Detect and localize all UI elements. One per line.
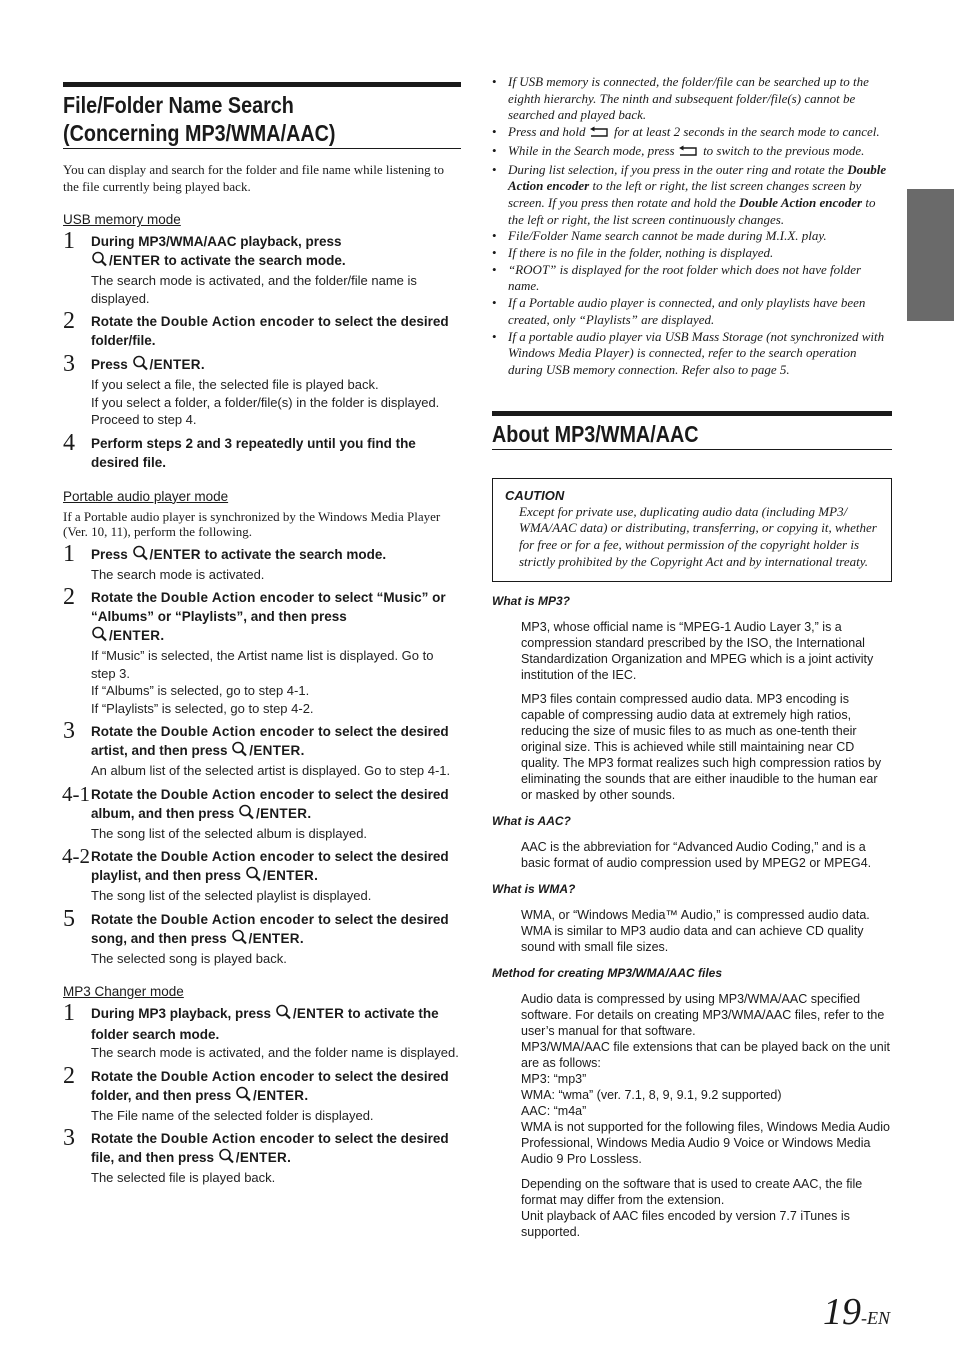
search-icon [275, 1004, 293, 1025]
portable-step-4-2 [62, 844, 461, 905]
step-number: 1 [63, 540, 75, 567]
enter-label: /ENTER [109, 628, 161, 643]
paragraph: AAC is the abbreviation for “Advanced Audio Coding,” and is a basic format of audio compression used by MPEG2 or MPEG4. [521, 839, 872, 870]
step-number: 5 [63, 905, 75, 932]
note-item: • File/Folder Name search cannot be made during M.I.X. play. [492, 228, 892, 245]
search-icon [218, 1148, 236, 1169]
mp3-heading: What is MP3? [492, 593, 571, 608]
step-number: 1 [63, 1000, 75, 1026]
enter-label: /ENTER [235, 1150, 288, 1165]
note-item: • If a Portable audio player is connected, and only playlists have been created, only “Playlists” are displayed. [492, 295, 892, 328]
page-number-suffix: -EN [861, 1308, 890, 1328]
changer-section [63, 983, 461, 1187]
step-text: Rotate the [91, 314, 161, 329]
search-icon [245, 866, 263, 887]
note-item: • If a portable audio player via USB Mass Storage (not synchronized with Windows Media Player) is connected, refer to the search operation during USB memory connection. Refer also to page 5. [492, 329, 892, 379]
step-description: The File name of the selected folder is displayed. [91, 1107, 374, 1123]
side-tab-marker [907, 189, 954, 321]
step-text: to select the desired folder/file. [91, 314, 449, 348]
method-heading: Method for creating MP3/WMA/AAC files [492, 965, 723, 980]
note-item: • If USB memory is connected, the folder/file can be searched up to the eighth hierarchy. The ninth and subsequent folder/file(s) cannot be searched and played back. [492, 74, 892, 124]
paragraph: MP3, whose official name is “MPEG-1 Audio Layer 3,” is a compression standard prescribed by the ISO, the International Standardization Organization and MPEG which is a joint activity institution of the IEC. [521, 619, 874, 682]
usb-step-2 [63, 308, 461, 350]
portable-step-3 [63, 718, 461, 780]
enter-label: /ENTER [253, 1087, 305, 1103]
search-icon [91, 251, 109, 272]
paragraph: AAC: “m4a” [521, 1103, 587, 1118]
encoder-label: Double Action encoder [160, 1131, 315, 1146]
usb-step-4 [63, 429, 461, 472]
usb-mode-heading: USB memory mode [63, 212, 181, 227]
caution-box [492, 478, 892, 582]
portable-mode-heading: Portable audio player mode [63, 488, 229, 504]
step-text: . [200, 357, 205, 372]
enter-label: /ENTER [249, 743, 301, 758]
step-number: 3 [63, 351, 75, 377]
left-column [63, 82, 461, 1187]
search-icon [231, 741, 249, 762]
step-text: . [287, 1150, 291, 1165]
step-text: . [160, 628, 165, 643]
search-icon [235, 1086, 253, 1107]
notes-list [492, 74, 892, 379]
step-number: 2 [63, 308, 75, 334]
search-icon [132, 545, 150, 566]
encoder-label: Double Action encoder [160, 314, 315, 329]
portable-player-section [63, 488, 461, 968]
paragraph: WMA is not supported for the following files, Windows Media Audio Professional, Windows Media Audio 9 Voice or Windows Media Audio 9 Pro Lossless. [521, 1119, 890, 1166]
encoder-label: Double Action encoder [160, 911, 315, 927]
step-description: If “Music” is selected, the Artist name list is displayed. Go to step 3. [91, 648, 434, 681]
encoder-label: Double Action encoder [739, 194, 863, 210]
caution-text: Except for private use, duplicating audio data (including MP3/ WMA/AAC data) or distributing, transferring, or copying it, whether for free or for a fee, without permission of the copyright holder is strictly prohibited by the Copyright Act and by international treaty. [519, 503, 877, 570]
changer-mode-heading: MP3 Changer mode [63, 984, 184, 999]
step-text: to select “Music” or “Albums” or “Playlists”, and then press [91, 590, 446, 624]
enter-label: /ENTER [149, 357, 201, 372]
page-number-value: 19 [823, 1291, 861, 1333]
mp3-section [492, 593, 892, 803]
paragraph: WMA: “wma” (ver. 7.1, 8, 9, 9.1, 9.2 supported) [521, 1087, 782, 1102]
caution-title: CAUTION [505, 487, 565, 503]
enter-label: /ENTER [248, 930, 300, 946]
portable-intro: If a Portable audio player is synchronized by the Windows Media Player (Ver. 10, 11), perform the following. [63, 508, 441, 539]
step-text: to select the desired album, and then press [91, 786, 449, 821]
step-text: Rotate the [91, 911, 161, 927]
paragraph: Depending on the software that is used to create AAC, the file format may differ from the extension. [521, 1176, 863, 1207]
right-column [492, 74, 892, 1240]
step-description: The search mode is activated, and the folder/file name is displayed. [91, 273, 417, 306]
step-text: to activate the search mode. [160, 253, 346, 268]
step-text: During MP3/WMA/AAC playback, press [91, 234, 342, 249]
step-text: to select the desired folder, and then press [91, 1068, 449, 1103]
method-section [492, 965, 892, 1240]
aac-section [492, 813, 892, 871]
portable-step-5 [63, 905, 461, 968]
note-text: Press and hold [508, 124, 589, 140]
step-description: If you select a file, the selected file is played back. [91, 377, 379, 392]
portable-step-4-1 [62, 781, 461, 843]
step-number: 2 [63, 584, 75, 610]
step-text: Rotate the [91, 786, 161, 802]
back-icon [589, 126, 611, 143]
encoder-label: Double Action encoder [160, 724, 315, 739]
step-description: The selected song is played back. [91, 950, 287, 966]
note-item: • If there is no file in the folder, nothing is displayed. [492, 245, 892, 262]
step-number: 4 [63, 429, 75, 456]
aac-heading: What is AAC? [492, 813, 571, 828]
step-text: . [300, 743, 305, 758]
step-text: . [304, 1087, 309, 1103]
step-text: to activate the folder search mode. [91, 1006, 439, 1042]
changer-step-3 [63, 1125, 461, 1187]
paragraph: Unit playback of AAC files encoded by version 7.7 iTunes is supported. [521, 1208, 850, 1239]
step-text: During MP3 playback, press [91, 1006, 275, 1021]
title-line-1: File/Folder Name Search [63, 92, 294, 118]
wma-section [492, 881, 892, 955]
step-description: The song list of the selected album is displayed. [91, 825, 368, 841]
step-description: The selected file is played back. [91, 1170, 276, 1185]
title-line-2: (Concerning MP3/WMA/AAC) [63, 120, 336, 146]
step-text: Rotate the [91, 1068, 161, 1084]
step-text: Perform steps 2 and 3 repeatedly until you find the desired file. [91, 435, 416, 470]
intro-text: You can display and search for the folder and file name while listening to the file currently being played back. [63, 162, 444, 194]
step-description: An album list of the selected artist is displayed. Go to step 4-1. [91, 763, 451, 778]
enter-label: /ENTER [256, 805, 308, 821]
paragraph: MP3/WMA/AAC file extensions that can be played back on the unit are as follows: [521, 1039, 890, 1070]
note-text: for at least 2 seconds in the search mode to cancel. [610, 124, 880, 140]
encoder-label: Double Action encoder [160, 590, 315, 605]
portable-step-2 [63, 584, 461, 717]
step-number: 4-2 [62, 844, 90, 868]
enter-label: /ENTER [109, 253, 161, 268]
step-text: Press [91, 357, 132, 372]
page-number [823, 1290, 890, 1334]
step-text: . [299, 930, 304, 946]
enter-label: /ENTER [262, 868, 315, 883]
step-text: to activate the search mode. [200, 546, 387, 562]
search-icon [231, 929, 249, 950]
note-item [492, 124, 892, 143]
usb-memory-section [63, 211, 461, 472]
step-text: . [307, 805, 312, 821]
note-item [492, 143, 892, 162]
note-text: to switch to the previous mode. [699, 142, 865, 158]
step-description: If “Albums” is selected, go to step 4-1. [91, 683, 310, 698]
changer-step-2 [63, 1062, 461, 1125]
step-number: 3 [63, 1125, 75, 1151]
step-text: Rotate the [91, 590, 161, 605]
step-description: The song list of the selected playlist is displayed. [91, 888, 372, 903]
encoder-label: Double Action encoder [508, 161, 887, 194]
about-title: About MP3/WMA/AAC [492, 420, 699, 447]
step-text: Rotate the [91, 1131, 161, 1146]
paragraph: WMA, or “Windows Media™ Audio,” is compressed audio data. WMA is similar to MP3 audio data and can achieve CD quality sound with small file sizes. [521, 907, 870, 954]
step-text: Rotate the [91, 849, 161, 864]
step-text: Press [91, 546, 132, 562]
note-item: • “ROOT” is displayed for the root folder which does not have folder name. [492, 262, 892, 295]
note-text: While in the Search mode, press [508, 142, 678, 158]
section-title-file-folder-search [63, 82, 461, 149]
step-description: If you select a folder, a folder/file(s) in the folder is displayed. Proceed to step 4. [91, 394, 440, 427]
note-text: During list selection, if you press in the outer ring and rotate the [508, 161, 848, 177]
note-text: to the left or right, the list screen changes screen by screen. If you press then rotate and hold the [508, 178, 862, 210]
note-item [492, 162, 892, 229]
step-description: The search mode is activated, and the folder name is displayed. [91, 1045, 459, 1060]
search-icon [238, 804, 256, 825]
note-text: to the left or right, the list screen continuously changes. [508, 194, 876, 227]
portable-step-1 [63, 540, 461, 584]
step-text: to select the desired file, and then press [91, 1131, 449, 1165]
step-text: to select the desired playlist, and then press [91, 849, 449, 883]
search-icon [132, 355, 150, 376]
step-description: The search mode is activated. [91, 566, 265, 582]
step-text: . [314, 868, 318, 883]
section-title-about-mp3 [492, 411, 892, 450]
step-number: 3 [63, 718, 75, 744]
step-number: 2 [63, 1062, 75, 1089]
enter-label: /ENTER [149, 546, 201, 562]
back-icon [678, 145, 700, 162]
step-text: to select the desired song, and then press [91, 911, 449, 946]
usb-step-3 [63, 351, 461, 429]
enter-label: /ENTER [292, 1006, 345, 1021]
paragraph: MP3 files contain compressed audio data. MP3 encoding is capable of compressing audio data at extremely high ratios, reducing the size of music files to as much as one-tenth their original size. This is achieved while still maintaining near CD quality. The MP3 format realizes such high compression ratios by eliminating the sounds that are either inaudible to the human ear or masked by other sounds. [521, 691, 882, 802]
encoder-label: Double Action encoder [160, 786, 315, 802]
step-text: Rotate the [91, 724, 161, 739]
encoder-label: Double Action encoder [160, 1068, 315, 1084]
usb-step-1 [63, 228, 461, 307]
encoder-label: Double Action encoder [160, 849, 315, 864]
step-number: 4-1 [62, 781, 90, 806]
step-text: to select the desired artist, and then press [91, 724, 449, 758]
step-description: If “Playlists” is selected, go to step 4-2. [91, 700, 314, 716]
paragraph: Audio data is compressed by using MP3/WMA/AAC specified software. For details on creating MP3/WMA/AAC files, refer to the user’s manual for that software. [521, 991, 885, 1038]
step-number: 1 [63, 228, 75, 254]
wma-heading: What is WMA? [492, 881, 576, 896]
search-icon [91, 626, 109, 647]
paragraph: MP3: “mp3” [521, 1071, 587, 1086]
changer-step-1 [63, 1000, 461, 1062]
